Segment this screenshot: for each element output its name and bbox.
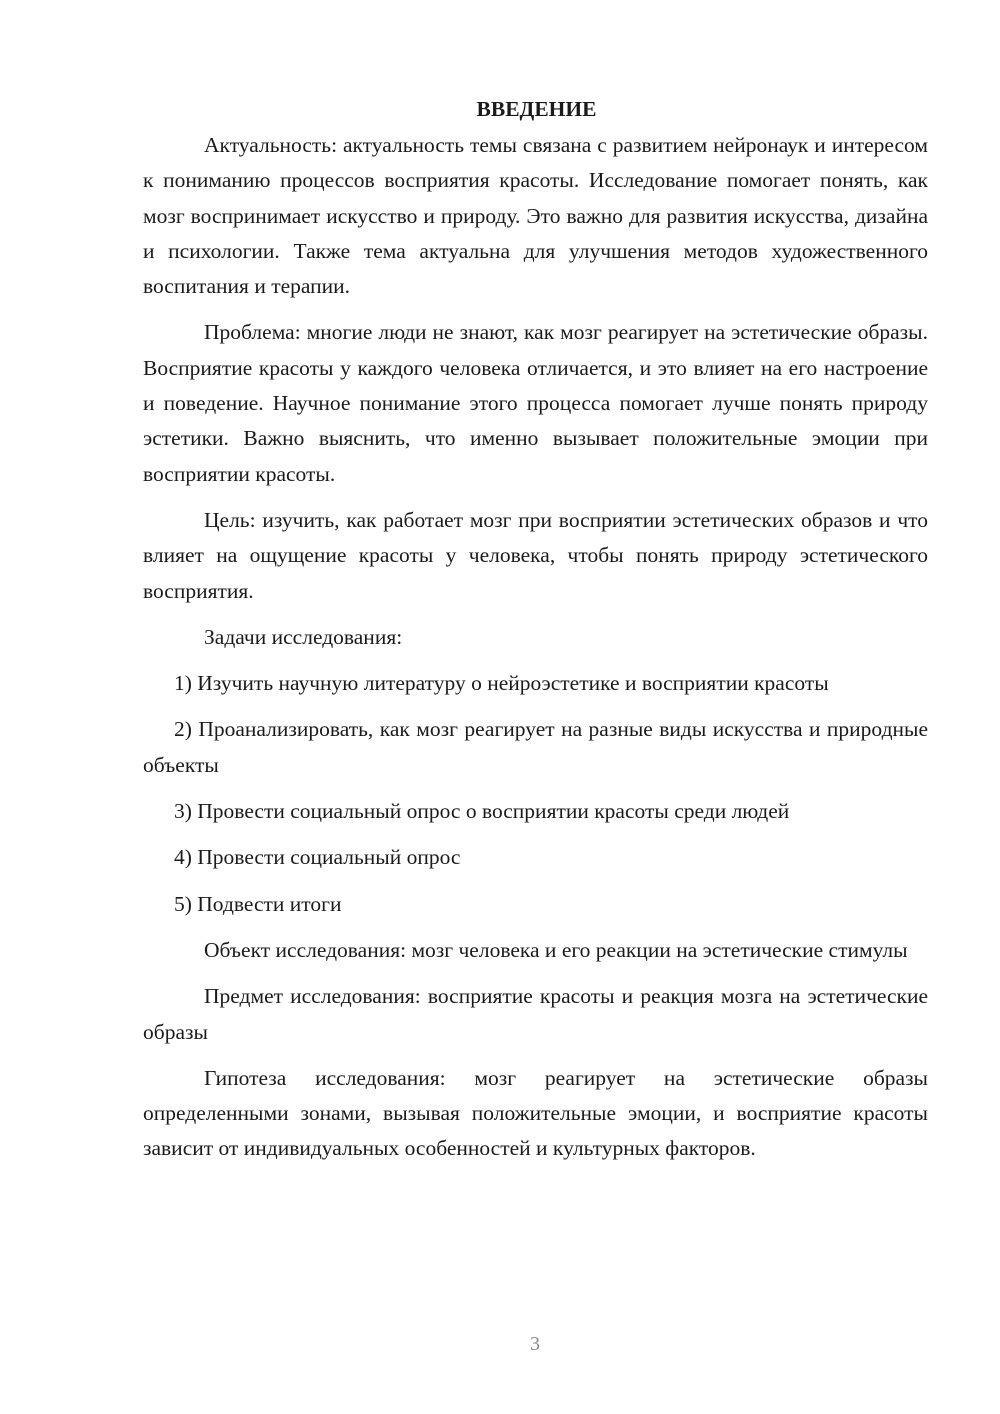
- tasks-heading: Задачи исследования:: [204, 624, 403, 649]
- goal-paragraph: Цель: изучить, как работает мозг при восприятии эстетических образов и что влияет на ощущение красоты у человека, чтобы понять природу эстетического восприятия.: [143, 507, 928, 603]
- subject-paragraph: Предмет исследования: восприятие красоты и реакция мозга на эстетические образы: [143, 984, 928, 1044]
- section-title: ВВЕДЕНИЕ: [476, 97, 597, 121]
- task-item-5: 5) Подвести итоги: [174, 891, 342, 916]
- hypothesis-paragraph: Гипотеза исследования: мозг реагирует на эстетические образы определенными зонами, вызывая положительные эмоции, и восприятие красоты зависит от индивидуальных особенностей и культурных факторов.: [143, 1065, 928, 1161]
- problem-paragraph: Проблема: многие люди не знают, как мозг реагирует на эстетические образы. Восприятие красоты у каждого человека отличается, и это влияет на его настроение и поведение. Научное понимание этого процесса помогает лучше понять природу эстетики. Важно выяснить, что именно вызывает положительные эмоции при восприятии красоты.: [143, 320, 928, 486]
- relevance-paragraph: Актуальность: актуальность темы связана с развитием нейронаук и интересом к пониманию процессов восприятия красоты. Исследование помогает понять, как мозг воспринимает искусство и природу. Это важно для развития искусства, дизайна и психологии. Также тема актуальна для улучшения методов художественного воспитания и терапии.: [143, 133, 928, 299]
- task-item-2: 2) Проанализировать, как мозг реагирует на разные виды искусства и природные объекты: [143, 717, 928, 777]
- task-item-1: 1) Изучить научную литературу о нейроэстетике и восприятии красоты: [174, 671, 829, 696]
- task-item-4: 4) Провести социальный опрос: [174, 845, 461, 870]
- page-number: 3: [530, 1333, 540, 1355]
- task-item-3: 3) Провести социальный опрос о восприятии красоты среди людей: [174, 799, 790, 824]
- document-page: [143, 92, 928, 1167]
- object-paragraph: Объект исследования: мозг человека и его реакции на эстетические стимулы: [204, 937, 908, 962]
